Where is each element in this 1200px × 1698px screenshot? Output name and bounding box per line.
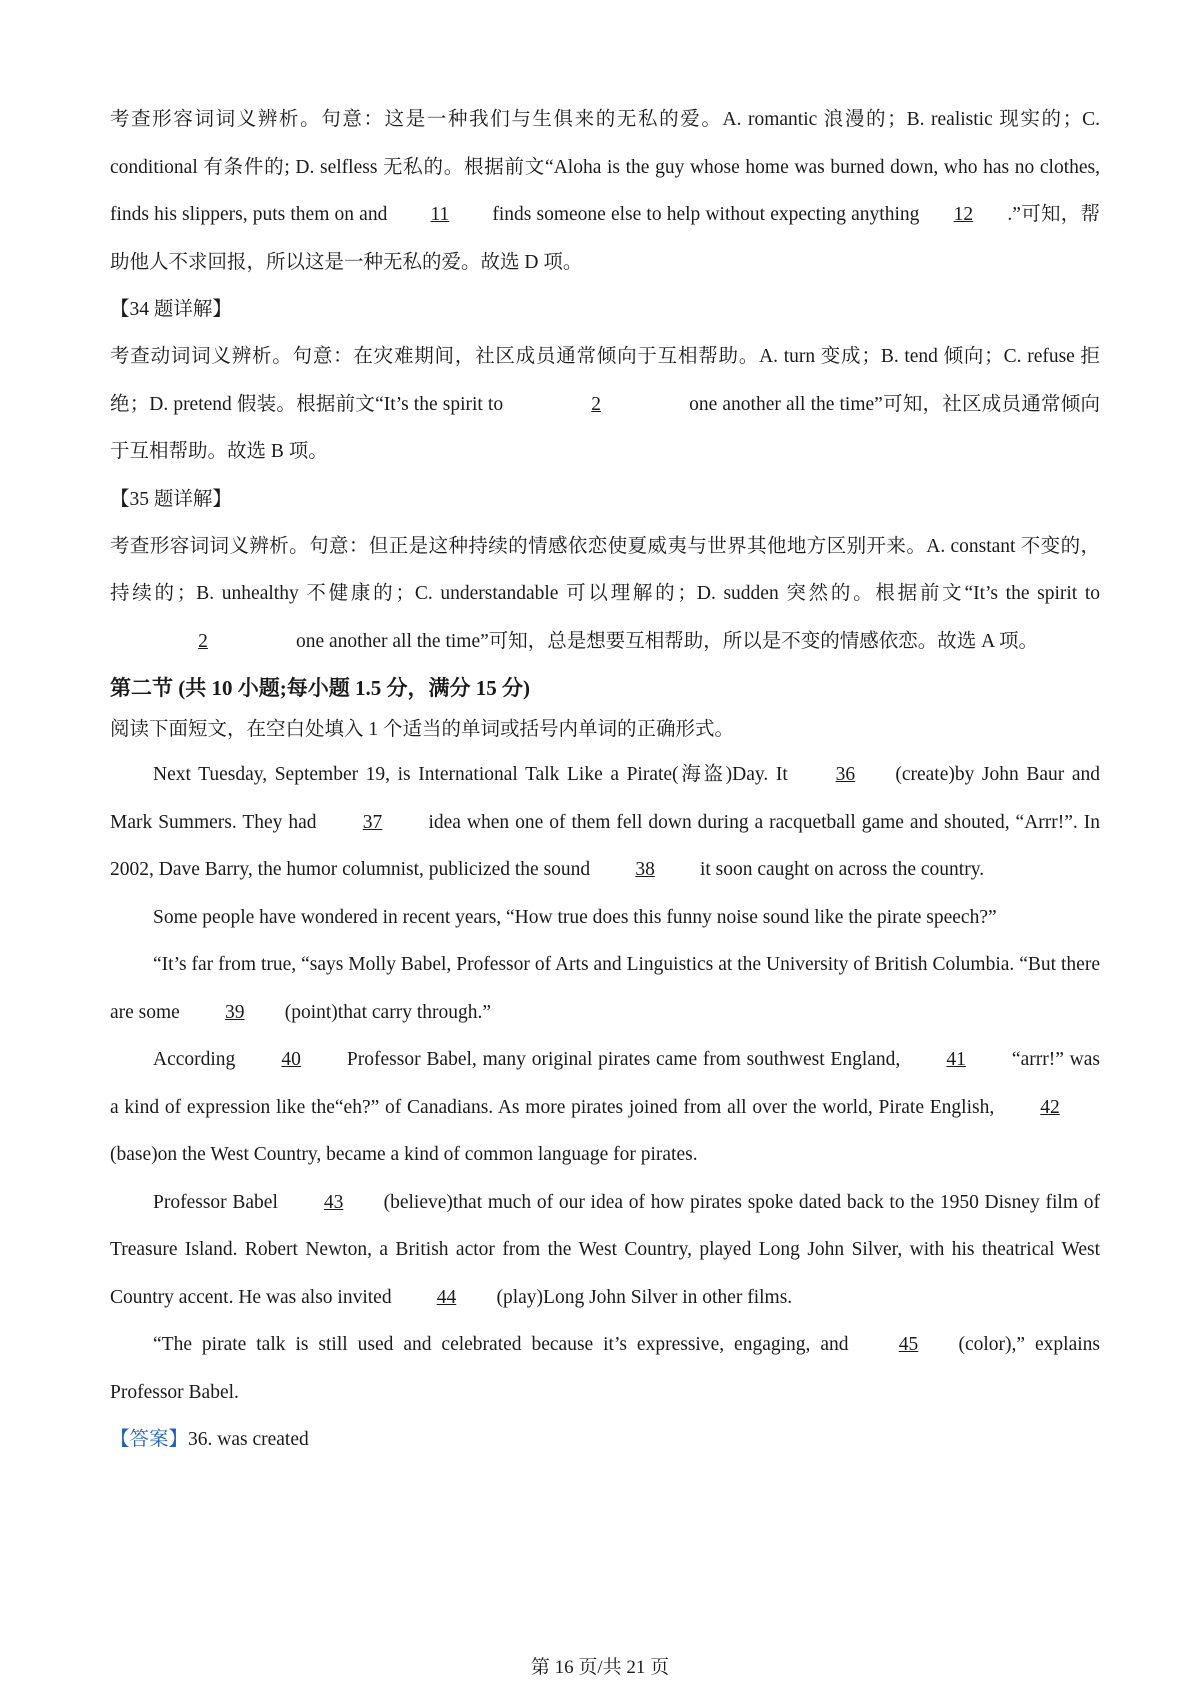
q33-text-3: .”可知，帮助他人不求回报，所以这是一种无私的爱。故选 D 项。 bbox=[110, 204, 1101, 273]
q34-blank: 2 bbox=[591, 393, 601, 415]
para5-text-1: Professor Babel bbox=[153, 1191, 284, 1213]
blank-44: 44 bbox=[436, 1286, 457, 1308]
q33-text-1: 考查形容词词义辨析。句意：这是一种我们与生俱来的无私的爱。A. romantic 浪漫的；B. realistic 现实的；C. conditional 有条件的; D. selfless 无私的。根据前文“Aloha is the guy whose home was burned down, who has no clothes, finds his slippers, puts them on and bbox=[110, 109, 1100, 225]
blank-11: 11 bbox=[430, 204, 450, 225]
q34-explanation bbox=[110, 333, 1100, 476]
passage-para-4 bbox=[110, 1036, 1100, 1179]
q35-text-2: one another all the time”可知，总是想要互相帮助，所以是不变的情感依恋。故选 A 项。 bbox=[296, 630, 1039, 652]
q35-blank: 2 bbox=[198, 630, 208, 652]
q34-text-1: 考查动词词义辨析。句意：在灾难期间，社区成员通常倾向于互相帮助。A. turn 变成；B. tend 倾向；C. refuse 拒绝；D. pretend 假装。根据前文“It’s the spirit to bbox=[110, 346, 1100, 415]
q33-explanation bbox=[110, 96, 1100, 286]
answer-text: 36. was created bbox=[188, 1429, 309, 1450]
para6-text-1: “The pirate talk is still used and celebrated because it’s expressive, engaging, and bbox=[153, 1334, 859, 1355]
passage-para-2: Some people have wondered in recent years, “How true does this funny noise sound like the pirate speech?” bbox=[153, 906, 997, 928]
blank-39: 39 bbox=[224, 1001, 245, 1023]
para6-text-2: (color),” explains Professor Babel. bbox=[110, 1334, 1100, 1403]
para4-text-2: Professor Babel, many original pirates came from southwest England, bbox=[341, 1049, 907, 1070]
page-content bbox=[110, 96, 1100, 1463]
q33-text-2: finds someone else to help without expecting anything bbox=[492, 204, 920, 225]
q35-heading: 【35 题详解】 bbox=[110, 488, 232, 510]
blank-42: 42 bbox=[1040, 1096, 1060, 1118]
para5-text-2: (believe)that much of our idea of how pirates spoke dated back to the 1950 Disney film of Treasure Island. Robert Newton, a British actor from the West Country, played Long John Silver, with his theatrical West Country accent. He was also invited bbox=[110, 1191, 1100, 1308]
para5-text-3: (play)Long John Silver in other films. bbox=[496, 1286, 793, 1308]
blank-37: 37 bbox=[362, 811, 383, 833]
para1-text-4: it soon caught on across the country. bbox=[695, 859, 985, 880]
para3-text-1: “It’s far from true, “says Molly Babel, Professor of Arts and Linguistics at the University of British Columbia. “But there are some bbox=[110, 954, 1100, 1023]
passage-para-5 bbox=[110, 1179, 1100, 1322]
q35-explanation bbox=[110, 523, 1100, 666]
section-instruction: 阅读下面短文，在空白处填入 1 个适当的单词或括号内单词的正确形式。 bbox=[110, 719, 735, 740]
blank-41: 41 bbox=[946, 1049, 966, 1070]
page-footer: 第 16 页/共 21 页 bbox=[530, 1657, 670, 1678]
blank-43: 43 bbox=[323, 1191, 344, 1213]
passage-para-6 bbox=[110, 1321, 1100, 1416]
passage-para-1 bbox=[110, 751, 1100, 894]
passage-para-3 bbox=[110, 941, 1100, 1036]
para3-text-2: (point)that carry through.” bbox=[284, 1001, 492, 1023]
para4-text-4: (base)on the West Country, became a kind of common language for pirates. bbox=[110, 1144, 698, 1165]
blank-40: 40 bbox=[281, 1049, 301, 1070]
q34-text-2: one another all the time”可知，社区成员通常倾向于互相帮助。故选 B 项。 bbox=[110, 393, 1100, 462]
answer-line bbox=[110, 1416, 1100, 1463]
section-title: 第二节 (共 10 小题;每小题 1.5 分，满分 15 分) bbox=[110, 676, 530, 700]
para1-text-1: Next Tuesday, September 19, is International Talk Like a Pirate(海盗)Day. It bbox=[153, 764, 796, 785]
q34-heading: 【34 题详解】 bbox=[110, 299, 232, 320]
para1-text-2: (create)by John Baur and Mark Summers. They had bbox=[110, 764, 1100, 833]
blank-36: 36 bbox=[835, 764, 856, 785]
q35-text-1: 考查形容词词义辨析。句意：但正是这种持续的情感依恋使夏威夷与世界其他地方区别开来。A. constant 不变的，持续的；B. unhealthy 不健康的；C. understandable 可以理解的；D. sudden 突然的。根据前文“It’s the spirit to bbox=[110, 535, 1100, 604]
blank-45: 45 bbox=[898, 1334, 919, 1355]
para1-text-3: idea when one of them fell down during a racquetball game and shouted, “Arrr!”. In 2002, Dave Barry, the humor columnist, publicized the sound bbox=[110, 811, 1100, 880]
blank-38: 38 bbox=[635, 859, 655, 880]
para4-text-1: According bbox=[153, 1049, 242, 1070]
para4-text-3: “arrr!” was a kind of expression like the“eh?” of Canadians. As more pirates joined from all over the world, Pirate English, bbox=[110, 1049, 1100, 1118]
blank-12: 12 bbox=[953, 204, 974, 225]
answer-tag: 【答案】 bbox=[110, 1429, 189, 1450]
